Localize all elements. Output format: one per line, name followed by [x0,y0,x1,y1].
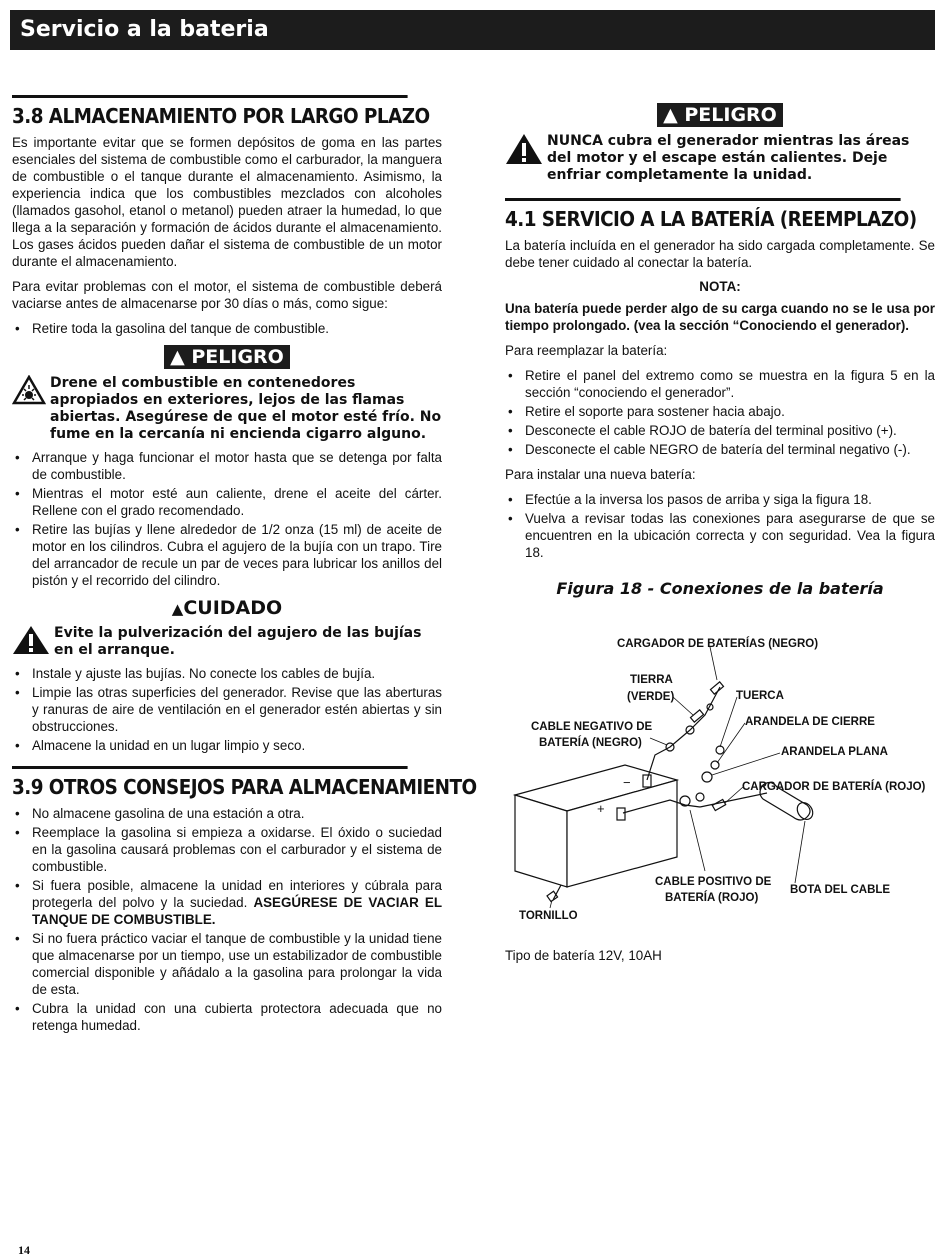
warning-triangle-icon [12,625,50,655]
minus-sign: − [623,775,631,790]
caution-warning [12,625,442,659]
label-screw: TORNILLO [519,910,578,922]
danger-label [12,345,442,369]
caution-text: Evite la pulverización del agujero de las bujías en el arranque. [54,625,422,658]
list-item: • Arranque y haga funcionar el motor hasta que se detenga por falta de combustible. [12,449,442,483]
battery-connections-diagram [505,625,935,935]
page-header-title: Servicio a la bateria [20,17,269,42]
danger-text: Drene el combustible en contenedores apropiados en exteriores, lejos de las flamas abiertas. Asegúrese de que el motor esté frío. No fume en la cercanía ni encienda cigarro alguno. [50,375,442,442]
list-item: • Vuelva a revisar todas las conexiones para asegurarse de que se encuentren en la ubicación correcta y con seguridad. Vea la figura 18. [505,510,935,561]
list-item: • Desconecte el cable NEGRO de batería del terminal negativo (-). [505,441,935,458]
section-3-8-paragraph-1: Es importante evitar que se formen depósitos de goma en las partes esenciales del sistema de combustible como el carburador, la manguera de combustible o el tanque durante el almacenamiento. Asimismo, la experiencia indica que los combustibles mezclados con alcoholes (llamados gasohol, etanol o metanol) pueden atraer la humedad, lo que llega a la separación y formación de ácidos durante el almacenamiento. Los gases ácidos pueden dañar el sistema de combustible de un motor durante el almacenamiento. [12,135,442,269]
label-charger-red: CARGADOR DE BATERÍA (ROJO) [742,781,926,793]
plus-sign: + [597,801,605,816]
list-item: • No almacene gasolina de una estación a otra. [12,805,442,822]
fire-hazard-warning [12,375,442,443]
list-item: • Cubra la unidad con una cubierta protectora adecuada que no retenga humedad. [12,1000,442,1034]
list-item: • Si no fuera práctico vaciar el tanque de combustible y la unidad tiene que almacenarse por un tiempo, use un estabilizador de combustible comercial disponible y añádalo a la gasolina para prolongar la vida de esta. [12,930,442,998]
label-flat-washer: ARANDELA PLANA [781,746,888,758]
label-neg-cable-2: BATERÍA (NEGRO) [539,737,642,749]
danger-badge: ▲ PELIGRO [164,345,290,369]
caution-label: ▲CUIDADO [171,597,283,619]
screw-icon [547,885,561,902]
list-item: • Si fuera posible, almacene la unidad en interiores y cúbrala para protegerla del polvo y la suciedad. ASEGÚRESE DE VACIAR EL TANQUE DE COMBUSTIBLE. [12,877,442,928]
figure-caption: Figura 18 - Conexiones de la batería [556,579,884,598]
explosion-hazard-icon [12,375,46,405]
list-item: • Desconecte el cable ROJO de batería del terminal positivo (+). [505,422,935,439]
list-item: • Limpie las otras superficies del generador. Revise que las aberturas y ranuras de aire de ventilación en el generador estén abiertas y sin obstrucciones. [12,684,442,735]
list-item: • Retire el panel del extremo como se muestra en la figura 5 en la sección “conociendo el generador”. [505,367,935,401]
section-4-1-paragraph-1: La batería incluída en el generador ha sido cargada completamente. Se debe tener cuidado al conectar la batería. [505,238,935,270]
label-nut: TUERCA [736,690,784,702]
label-boot: BOTA DEL CABLE [790,884,891,896]
nut [716,746,724,754]
list-item: • Efectúe a la inversa los pasos de arriba y siga la figura 18. [505,491,935,508]
label-ground-2: (VERDE) [627,691,675,703]
section-3-8-list-3 [12,665,442,754]
right-column [505,95,935,598]
section-4-1-title: 4.1 SERVICIO A LA BATERÍA (REEMPLAZO) [505,198,901,231]
left-column [12,95,477,1042]
battery-front [515,795,567,887]
list-item: • Retire las bujías y llene alrededor de 1/2 onza (15 ml) de aceite de motor en los cilindros. Cubra el agujero de la bujía con un trapo. Tire del arrancador de recule un par de veces para lubricar los anillos del pistón y el recorrido del cilindro. [12,521,442,589]
install-steps-list [505,491,935,561]
danger-badge: ▲ PELIGRO [657,103,783,127]
list-item: • Instale y ajuste las bujías. No conecte los cables de bujía. [12,665,442,682]
label-charger-black: CARGADOR DE BATERÍAS (NEGRO) [617,638,819,650]
list-item: • Mientras el motor esté aun caliente, drene el aceite del cárter. Rellene con el grado recomendado. [12,485,442,519]
note-label: NOTA: [699,279,741,294]
danger-label [505,103,935,127]
page-number: 14 [18,1243,30,1257]
section-3-9-title: 3.9 OTROS CONSEJOS PARA ALMACENAMIENTO [12,766,408,799]
replace-steps-list [505,367,935,458]
label-neg-cable-1: CABLE NEGATIVO DE [531,721,653,733]
section-3-8-title: 3.8 ALMACENAMIENTO POR LARGO PLAZO [12,95,408,128]
section-3-8-list-1 [12,320,442,337]
section-3-8-list-2 [12,449,442,589]
list-item: • Almacene la unidad en un lugar limpio y seco. [12,737,442,754]
list-item: • Retire el soporte para sostener hacia abajo. [505,403,935,420]
danger-text: NUNCA cubra el generador mientras las áreas del motor y el escape están calientes. Deje enfriar completamente la unidad. [547,133,910,183]
label-pos-cable-2: BATERÍA (ROJO) [665,892,759,904]
section-4-1-paragraph-2: Para reemplazar la batería: [505,343,668,358]
section-4-1-paragraph-3: Para instalar una nueva batería: [505,467,696,482]
caution-triangle-icon: ▲ [171,600,184,618]
cover-hazard-warning [505,133,935,184]
list-item: • Retire toda la gasolina del tanque de combustible. [12,320,442,337]
label-pos-cable-1: CABLE POSITIVO DE [655,876,772,888]
section-3-9-list [12,805,442,1034]
list-item: • Reemplace la gasolina si empieza a oxidarse. El óxido o suciedad en la gasolina causará problemas con el carburador y el sistema de combustible. [12,824,442,875]
page-header [10,10,935,50]
note-text: Una batería puede perder algo de su carga cuando no se le usa por tiempo prolongado. (vea la sección “Conociendo el generador). [505,301,935,333]
warning-triangle-icon [505,133,543,165]
label-ground-1: TIERRA [630,674,673,686]
label-lock-washer: ARANDELA DE CIERRE [745,716,875,728]
flat-washer [702,772,712,782]
battery-type: Tipo de batería 12V, 10AH [505,948,662,963]
section-3-8-paragraph-2: Para evitar problemas con el motor, el sistema de combustible deberá vaciarse antes de almacenarse por 30 días o más, como sigue: [12,279,442,311]
